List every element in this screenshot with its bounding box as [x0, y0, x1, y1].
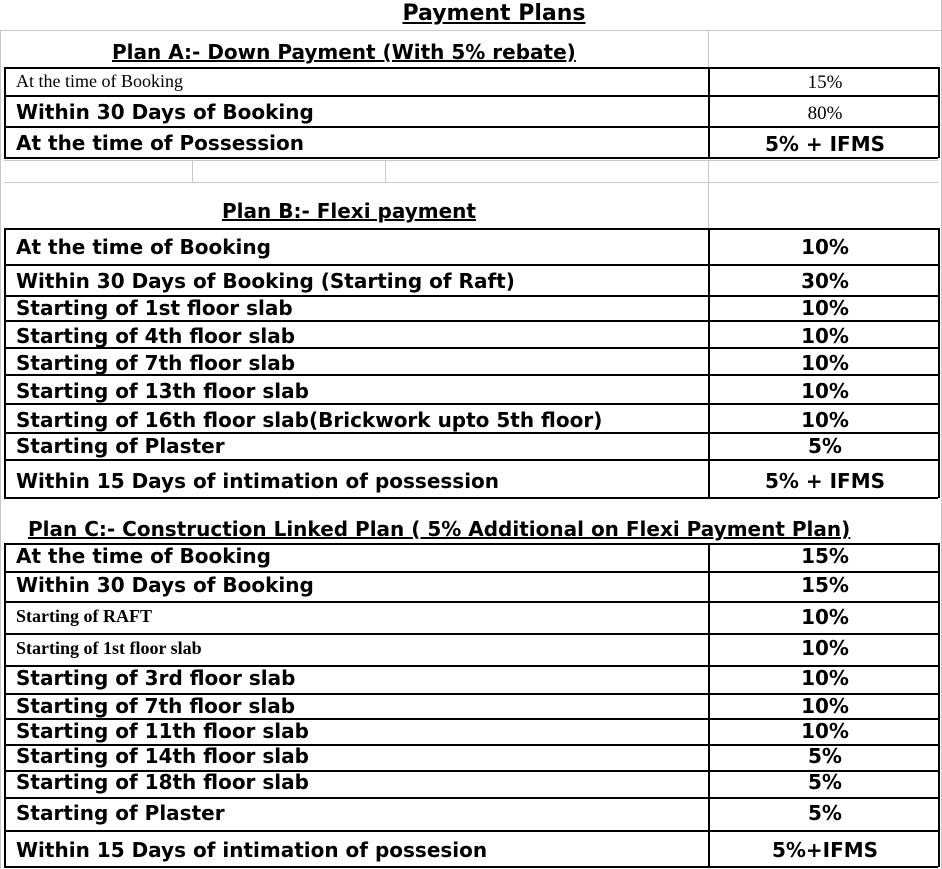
plan-b-row-5-value: 10% [801, 351, 849, 375]
rule-line [4, 374, 938, 376]
rule-line [708, 543, 710, 867]
rule-line [708, 67, 710, 158]
rule-line [938, 67, 940, 158]
rule-line [4, 157, 938, 159]
plan-b-row-6-label: Starting of 13th floor slab [16, 379, 309, 403]
rule-line [938, 543, 940, 867]
rule-line [4, 95, 938, 97]
rule-line [708, 160, 709, 228]
plan-b-row-6-value: 10% [801, 379, 849, 403]
plan-c-row-4-label: Starting of 1st floor slab [16, 638, 202, 658]
plan-c-row-11-value: 5%+IFMS [771, 838, 879, 862]
rule-line [4, 160, 938, 161]
plan-c-heading: Plan C:- Construction Linked Plan ( 5% Additional on Flexi Payment Plan) [28, 517, 851, 541]
plan-c-row-2-label: Within 30 Days of Booking [16, 573, 314, 597]
plan-c-row-3-label: Starting of RAFT [16, 606, 152, 626]
plan-c-row-11-label: Within 15 Days of intimation of possesion [16, 838, 488, 862]
rule-line [385, 160, 386, 182]
plan-a-row-1-label: At the time of Booking [16, 71, 183, 91]
plan-c-row-2-value: 15% [801, 573, 849, 597]
plan-b-row-7-value: 10% [801, 408, 849, 432]
plan-c-row-1-value: 15% [801, 544, 849, 568]
plan-b-row-2-value: 30% [801, 269, 849, 293]
rule-line [938, 228, 940, 498]
rule-line [0, 30, 1, 869]
rule-line [4, 866, 938, 868]
rule-line [4, 126, 938, 128]
plan-b-row-8-value: 5% [808, 434, 842, 458]
plan-c-row-6-value: 10% [801, 694, 849, 718]
plan-c-row-4-value: 10% [801, 636, 849, 660]
plan-c-row-7-value: 10% [801, 719, 849, 743]
plan-a-row-2-value: 80% [807, 103, 843, 124]
plan-c-row-9-label: Starting of 18th floor slab [16, 770, 309, 794]
plan-c-row-1-label: At the time of Booking [16, 544, 271, 568]
rule-line [4, 228, 938, 230]
plan-a-row-2-label: Within 30 Days of Booking [16, 100, 314, 124]
rule-line [4, 67, 938, 69]
plan-c-row-3-value: 10% [801, 605, 849, 629]
plan-c-row-6-label: Starting of 7th floor slab [16, 694, 296, 718]
plan-a-row-3-value: 5% + IFMS [764, 132, 886, 156]
rule-line [4, 295, 938, 297]
rule-line [192, 160, 193, 182]
rule-line [4, 797, 938, 799]
rule-line [4, 830, 938, 832]
rule-line [4, 67, 6, 158]
plan-c-row-8-label: Starting of 14th floor slab [16, 744, 309, 768]
plan-c-row-5-value: 10% [801, 666, 849, 690]
plan-c-row-10-label: Starting of Plaster [16, 801, 225, 825]
plan-b-row-2-label: Within 30 Days of Booking (Starting of Raft) [16, 269, 515, 293]
plan-a-row-1-value: 15% [807, 72, 843, 93]
plan-c-row-5-label: Starting of 3rd floor slab [16, 666, 296, 690]
rule-line [4, 403, 938, 405]
plan-a-heading: Plan A:- Down Payment (With 5% rebate) [112, 40, 576, 64]
rule-line [4, 718, 938, 720]
rule-line [4, 459, 938, 461]
plan-b-row-4-value: 10% [801, 324, 849, 348]
plan-b-row-9-label: Within 15 Days of intimation of possession [16, 469, 500, 493]
rule-line [4, 320, 938, 322]
rule-line [4, 665, 938, 667]
plan-a-row-3-label: At the time of Possession [16, 131, 304, 155]
plan-b-row-8-label: Starting of Plaster [16, 434, 225, 458]
plan-b-heading-text: Plan B:- Flexi payment [222, 199, 476, 223]
page-title: Payment Plans [402, 1, 586, 26]
rule-line [4, 497, 938, 499]
plan-b-row-1-value: 10% [801, 235, 849, 259]
plan-c-row-7-label: Starting of 11th floor slab [16, 719, 309, 743]
plan-c-row-9-value: 5% [808, 770, 842, 794]
rule-line [4, 432, 938, 434]
rule-line [4, 543, 6, 867]
plan-b-row-5-label: Starting of 7th floor slab [16, 351, 296, 375]
rule-line [4, 770, 938, 772]
rule-line [4, 744, 938, 746]
rule-line [708, 30, 709, 67]
plan-b-heading [222, 201, 476, 221]
plan-b-row-3-label: Starting of 1st floor slab [16, 296, 293, 320]
rule-line [4, 182, 938, 183]
plan-b-row-3-value: 10% [801, 296, 849, 320]
rule-line [4, 228, 6, 498]
plan-c-row-10-value: 5% [808, 801, 842, 825]
rule-line [4, 347, 938, 349]
rule-line [4, 264, 938, 266]
rule-line [4, 543, 938, 545]
rule-line [4, 693, 938, 695]
rule-line [4, 601, 938, 603]
plan-b-row-4-label: Starting of 4th floor slab [16, 324, 296, 348]
plan-c-row-8-value: 5% [808, 744, 842, 768]
plan-b-row-7-label: Starting of 16th floor slab(Brickwork upto 5th floor) [16, 408, 603, 432]
plan-b-row-9-value: 5% + IFMS [764, 469, 886, 493]
rule-line [708, 228, 710, 498]
rule-line [4, 571, 938, 573]
rule-line [4, 633, 938, 635]
rule-line [0, 30, 942, 31]
plan-b-row-1-label: At the time of Booking [16, 235, 271, 259]
